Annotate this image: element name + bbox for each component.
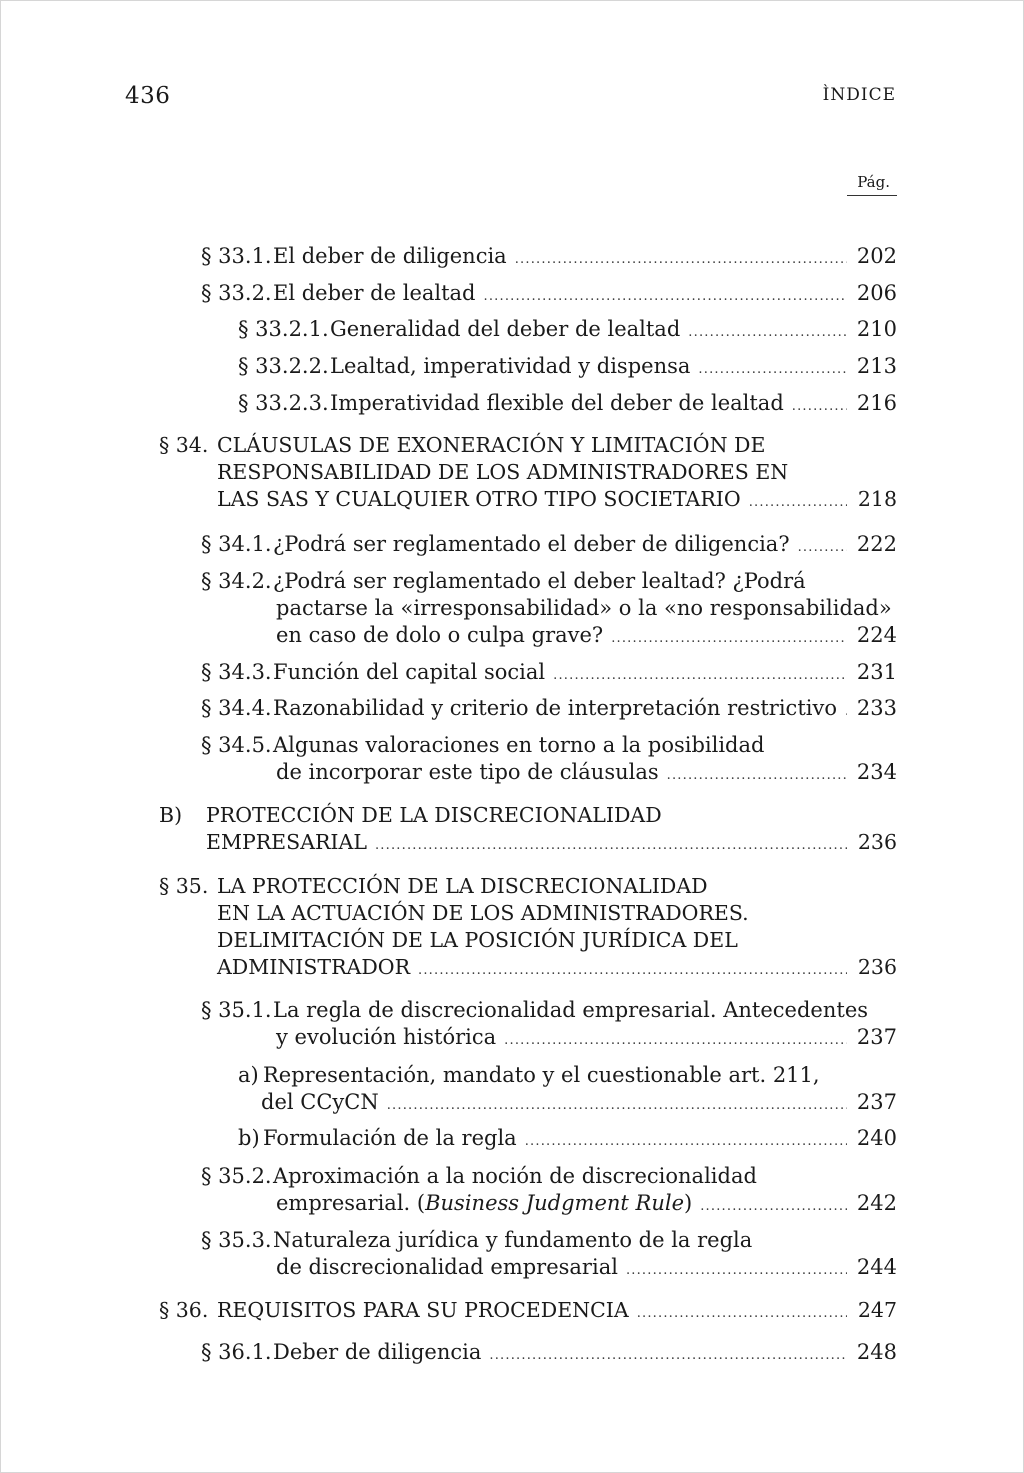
toc-entry-title-line: de discrecionalidad empresarial xyxy=(276,1255,618,1279)
toc-entry-title-line: pactarse la «irresponsabilidad» o la «no responsabilidad» xyxy=(276,596,892,620)
toc-entry-title-line: REQUISITOS PARA SU PROCEDENCIA xyxy=(217,1298,629,1322)
dot-leader xyxy=(626,1257,847,1284)
toc-entry-page-number: 233 xyxy=(856,696,897,720)
page-column-label: Pág. xyxy=(857,173,890,191)
toc-entry-title-line: El deber de lealtad xyxy=(273,281,476,305)
toc-entry-number: § 36. xyxy=(159,1298,209,1322)
dot-leader xyxy=(387,1092,847,1119)
toc-entry-number: § 34.1. xyxy=(201,532,272,556)
toc-entry-page-number: 224 xyxy=(856,623,897,647)
toc-entry-title-line: ¿Podrá ser reglamentado el deber lealtad? ¿Podrá xyxy=(273,569,806,593)
toc-entry-number: § 33.2.3. xyxy=(238,391,329,415)
toc-entry-title-line: y evolución histórica xyxy=(276,1025,497,1049)
toc-entry-title-line: DELIMITACIÓN DE LA POSICIÓN JURÍDICA DEL xyxy=(217,928,738,952)
toc-entry-title-line: Deber de diligencia xyxy=(273,1340,482,1364)
running-title: ÌNDICE xyxy=(822,85,896,105)
dot-leader xyxy=(484,283,847,310)
dot-leader xyxy=(553,662,847,689)
toc-entry-title-line: Lealtad, imperatividad y dispensa xyxy=(330,354,691,378)
toc-entry-title-line: en caso de dolo o culpa grave? xyxy=(276,623,604,647)
toc-entry-page-number: 237 xyxy=(856,1090,897,1114)
dot-leader xyxy=(525,1128,847,1155)
toc-entry-page-number: 236 xyxy=(857,830,897,854)
dot-leader xyxy=(688,319,847,346)
toc-entry-number: B) xyxy=(159,803,183,827)
toc-entry-number: § 35.1. xyxy=(201,998,272,1022)
toc-entry-number: § 34.2. xyxy=(201,569,272,593)
toc-entry-title-line: Función del capital social xyxy=(273,660,546,684)
toc-entry-page-number: 240 xyxy=(856,1126,897,1150)
toc-entry-title-line: Representación, mandato y el cuestionable art. 211, xyxy=(263,1063,820,1087)
toc-entry-number: § 34.4. xyxy=(201,696,272,720)
dot-leader xyxy=(489,1342,847,1369)
dot-leader xyxy=(792,393,847,420)
toc-entry-title-line: de incorporar este tipo de cláusulas xyxy=(276,760,659,784)
toc-entry-title-line: empresarial. (Business Judgment Rule) xyxy=(276,1191,693,1215)
toc-entry-title-line: Aproximación a la noción de discrecionalidad xyxy=(273,1164,757,1188)
toc-entry-number: § 34.5. xyxy=(201,733,272,757)
dot-leader xyxy=(700,1193,847,1220)
dot-leader xyxy=(798,534,847,561)
page-column-rule xyxy=(847,195,897,196)
toc-entry-title-line: ADMINISTRADOR xyxy=(217,955,410,979)
dot-leader xyxy=(667,762,847,789)
toc-entry-number: § 35.2. xyxy=(201,1164,272,1188)
dot-leader xyxy=(845,698,847,725)
toc-entry-number: § 34. xyxy=(159,433,209,457)
dot-leader xyxy=(637,1300,847,1327)
toc-entry-number: b) xyxy=(238,1126,260,1150)
toc-entry-page-number: 242 xyxy=(856,1191,897,1215)
toc-entry-page-number: 234 xyxy=(856,760,897,784)
toc-entry-number: § 33.2. xyxy=(201,281,272,305)
toc-entry-title-line: CLÁUSULAS DE EXONERACIÓN Y LIMITACIÓN DE xyxy=(217,433,766,457)
dot-leader xyxy=(504,1027,847,1054)
toc-entry-number: § 34.3. xyxy=(201,660,272,684)
toc-entry-title-line: Formulación de la regla xyxy=(263,1126,517,1150)
toc-entry-page-number: 216 xyxy=(856,391,897,415)
toc-entry-page-number: 248 xyxy=(856,1340,897,1364)
toc-entry-number: § 33.2.1. xyxy=(238,317,329,341)
toc-entry-title-line: Algunas valoraciones en torno a la posibilidad xyxy=(273,733,765,757)
toc-entry-title-line: EMPRESARIAL xyxy=(206,830,367,854)
toc-entry-title-line: EN LA ACTUACIÓN DE LOS ADMINISTRADORES. xyxy=(217,901,749,925)
dot-leader xyxy=(418,957,847,984)
toc-entry-title-line: del CCyCN xyxy=(261,1090,379,1114)
toc-entry-title-line: Imperatividad flexible del deber de lealtad xyxy=(330,391,784,415)
toc-entry-italic-term: Business Judgment Rule xyxy=(425,1191,685,1215)
toc-entry-page-number: 213 xyxy=(856,354,897,378)
toc-entry-page-number: 231 xyxy=(856,660,897,684)
toc-entry-page-number: 206 xyxy=(856,281,897,305)
toc-entry-title-line: La regla de discrecionalidad empresarial. Antecedentes xyxy=(273,998,869,1022)
page-number: 436 xyxy=(125,83,171,109)
toc-entry-title-line: Razonabilidad y criterio de interpretación restrictivo xyxy=(273,696,837,720)
toc-entry-number: a) xyxy=(238,1063,259,1087)
toc-entry-page-number: 222 xyxy=(856,532,897,556)
toc-entry-page-number: 202 xyxy=(856,244,897,268)
toc-entry-title-line: El deber de diligencia xyxy=(273,244,507,268)
toc-entry-title-line: ¿Podrá ser reglamentado el deber de diligencia? xyxy=(273,532,790,556)
toc-entry-page-number: 244 xyxy=(856,1255,897,1279)
dot-leader xyxy=(611,625,847,652)
toc-entry-number: § 33.2.2. xyxy=(238,354,329,378)
toc-entry-number: § 35.3. xyxy=(201,1228,272,1252)
toc-entry-title-line: PROTECCIÓN DE LA DISCRECIONALIDAD xyxy=(206,803,662,827)
toc-entry-page-number: 247 xyxy=(857,1298,897,1322)
dot-leader xyxy=(515,246,847,273)
dot-leader xyxy=(698,356,847,383)
toc-entry-title-line: Generalidad del deber de lealtad xyxy=(330,317,681,341)
toc-entry-number: § 35. xyxy=(159,874,209,898)
toc-entry-number: § 33.1. xyxy=(201,244,272,268)
dot-leader xyxy=(375,832,847,859)
toc-entry-page-number: 218 xyxy=(857,487,897,511)
toc-entry-title-line: LA PROTECCIÓN DE LA DISCRECIONALIDAD xyxy=(217,874,708,898)
toc-entry-page-number: 210 xyxy=(856,317,897,341)
toc-entry-title-line: LAS SAS Y CUALQUIER OTRO TIPO SOCIETARIO xyxy=(217,487,741,511)
toc-entry-page-number: 236 xyxy=(857,955,897,979)
toc-entry-title-line: Naturaleza jurídica y fundamento de la regla xyxy=(273,1228,753,1252)
toc-entry-page-number: 237 xyxy=(856,1025,897,1049)
toc-entry-title-line: RESPONSABILIDAD DE LOS ADMINISTRADORES EN xyxy=(217,460,789,484)
toc-entry-number: § 36.1. xyxy=(201,1340,272,1364)
dot-leader xyxy=(749,489,847,516)
